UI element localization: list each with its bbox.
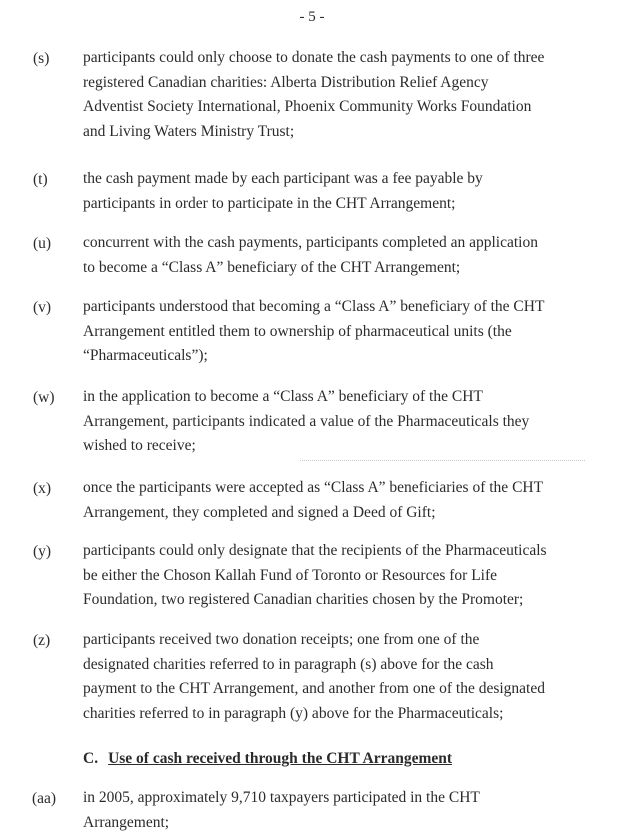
paragraph-label: (v) bbox=[33, 299, 52, 316]
paragraph-label: (u) bbox=[33, 235, 52, 252]
text-line: participants understood that becoming a “Class A” beneficiary of the CHT bbox=[83, 298, 545, 315]
paragraph-label: (aa) bbox=[32, 790, 57, 807]
text-line: Foundation, two registered Canadian charities chosen by the Promoter; bbox=[83, 591, 524, 608]
text-line: concurrent with the cash payments, participants completed an application bbox=[83, 234, 538, 251]
paragraph-text bbox=[83, 476, 603, 525]
text-line: the cash payment made by each participant was a fee payable by bbox=[83, 170, 483, 187]
text-line: Adventist Society International, Phoenix Community Works Foundation bbox=[83, 98, 532, 115]
page-number: - 5 - bbox=[299, 9, 325, 25]
text-line: to become a “Class A” beneficiary of the CHT Arrangement; bbox=[83, 258, 461, 276]
text-line: payment to the CHT Arrangement, and another from one of the designated bbox=[83, 680, 545, 697]
text-line: Arrangement entitled them to ownership of pharmaceutical units (the bbox=[83, 322, 512, 340]
text-line: Arrangement, participants indicated a value of the Pharmaceuticals they bbox=[83, 412, 530, 430]
text-line: once the participants were accepted as “Class A” beneficiaries of the CHT bbox=[83, 479, 544, 496]
text-line: registered Canadian charities: Alberta Distribution Relief Agency bbox=[83, 73, 489, 91]
text-line: in the application to become a “Class A” beneficiary of the CHT bbox=[83, 388, 483, 405]
text-line: participants in order to participate in the CHT Arrangement; bbox=[83, 194, 456, 212]
paragraph-text bbox=[83, 539, 603, 613]
paragraph-text bbox=[83, 295, 603, 369]
text-line: participants could only choose to donate the cash payments to one of three bbox=[83, 49, 545, 66]
paragraph-text bbox=[83, 167, 603, 216]
text-line: and Living Waters Ministry Trust; bbox=[83, 122, 295, 140]
text-line: participants received two donation receipts; one from one of the bbox=[83, 631, 480, 648]
text-line: in 2005, approximately 9,710 taxpayers participated in the CHT bbox=[83, 789, 480, 806]
text-line: charities referred to in paragraph (y) above for the Pharmaceuticals; bbox=[83, 704, 504, 722]
section-heading bbox=[83, 750, 452, 768]
paragraph-text bbox=[83, 786, 603, 835]
text-line: designated charities referred to in paragraph (s) above for the cash bbox=[83, 655, 494, 673]
paragraph-text bbox=[83, 385, 603, 459]
text-line: Arrangement; bbox=[83, 813, 170, 831]
section-letter: C. bbox=[83, 750, 99, 767]
text-line: participants could only designate that the recipients of the Pharmaceuticals bbox=[83, 542, 547, 559]
scan-artifact-divider bbox=[300, 460, 585, 462]
paragraph-label: (z) bbox=[33, 632, 51, 649]
paragraph-text bbox=[83, 231, 603, 280]
paragraph-label: (t) bbox=[33, 171, 48, 188]
text-line: be either the Choson Kallah Fund of Toronto or Resources for Life bbox=[83, 566, 498, 584]
text-line: Arrangement, they completed and signed a Deed of Gift; bbox=[83, 503, 436, 521]
paragraph-label: (s) bbox=[33, 50, 50, 67]
section-title: Use of cash received through the CHT Arrangement bbox=[108, 750, 453, 767]
paragraph-text bbox=[83, 628, 603, 726]
paragraph-text bbox=[83, 46, 603, 144]
paragraph-label: (w) bbox=[33, 389, 55, 406]
text-line: wished to receive; bbox=[83, 437, 196, 454]
paragraph-label: (y) bbox=[33, 543, 52, 560]
paragraph-label: (x) bbox=[33, 480, 52, 497]
text-line: “Pharmaceuticals”); bbox=[83, 347, 208, 364]
